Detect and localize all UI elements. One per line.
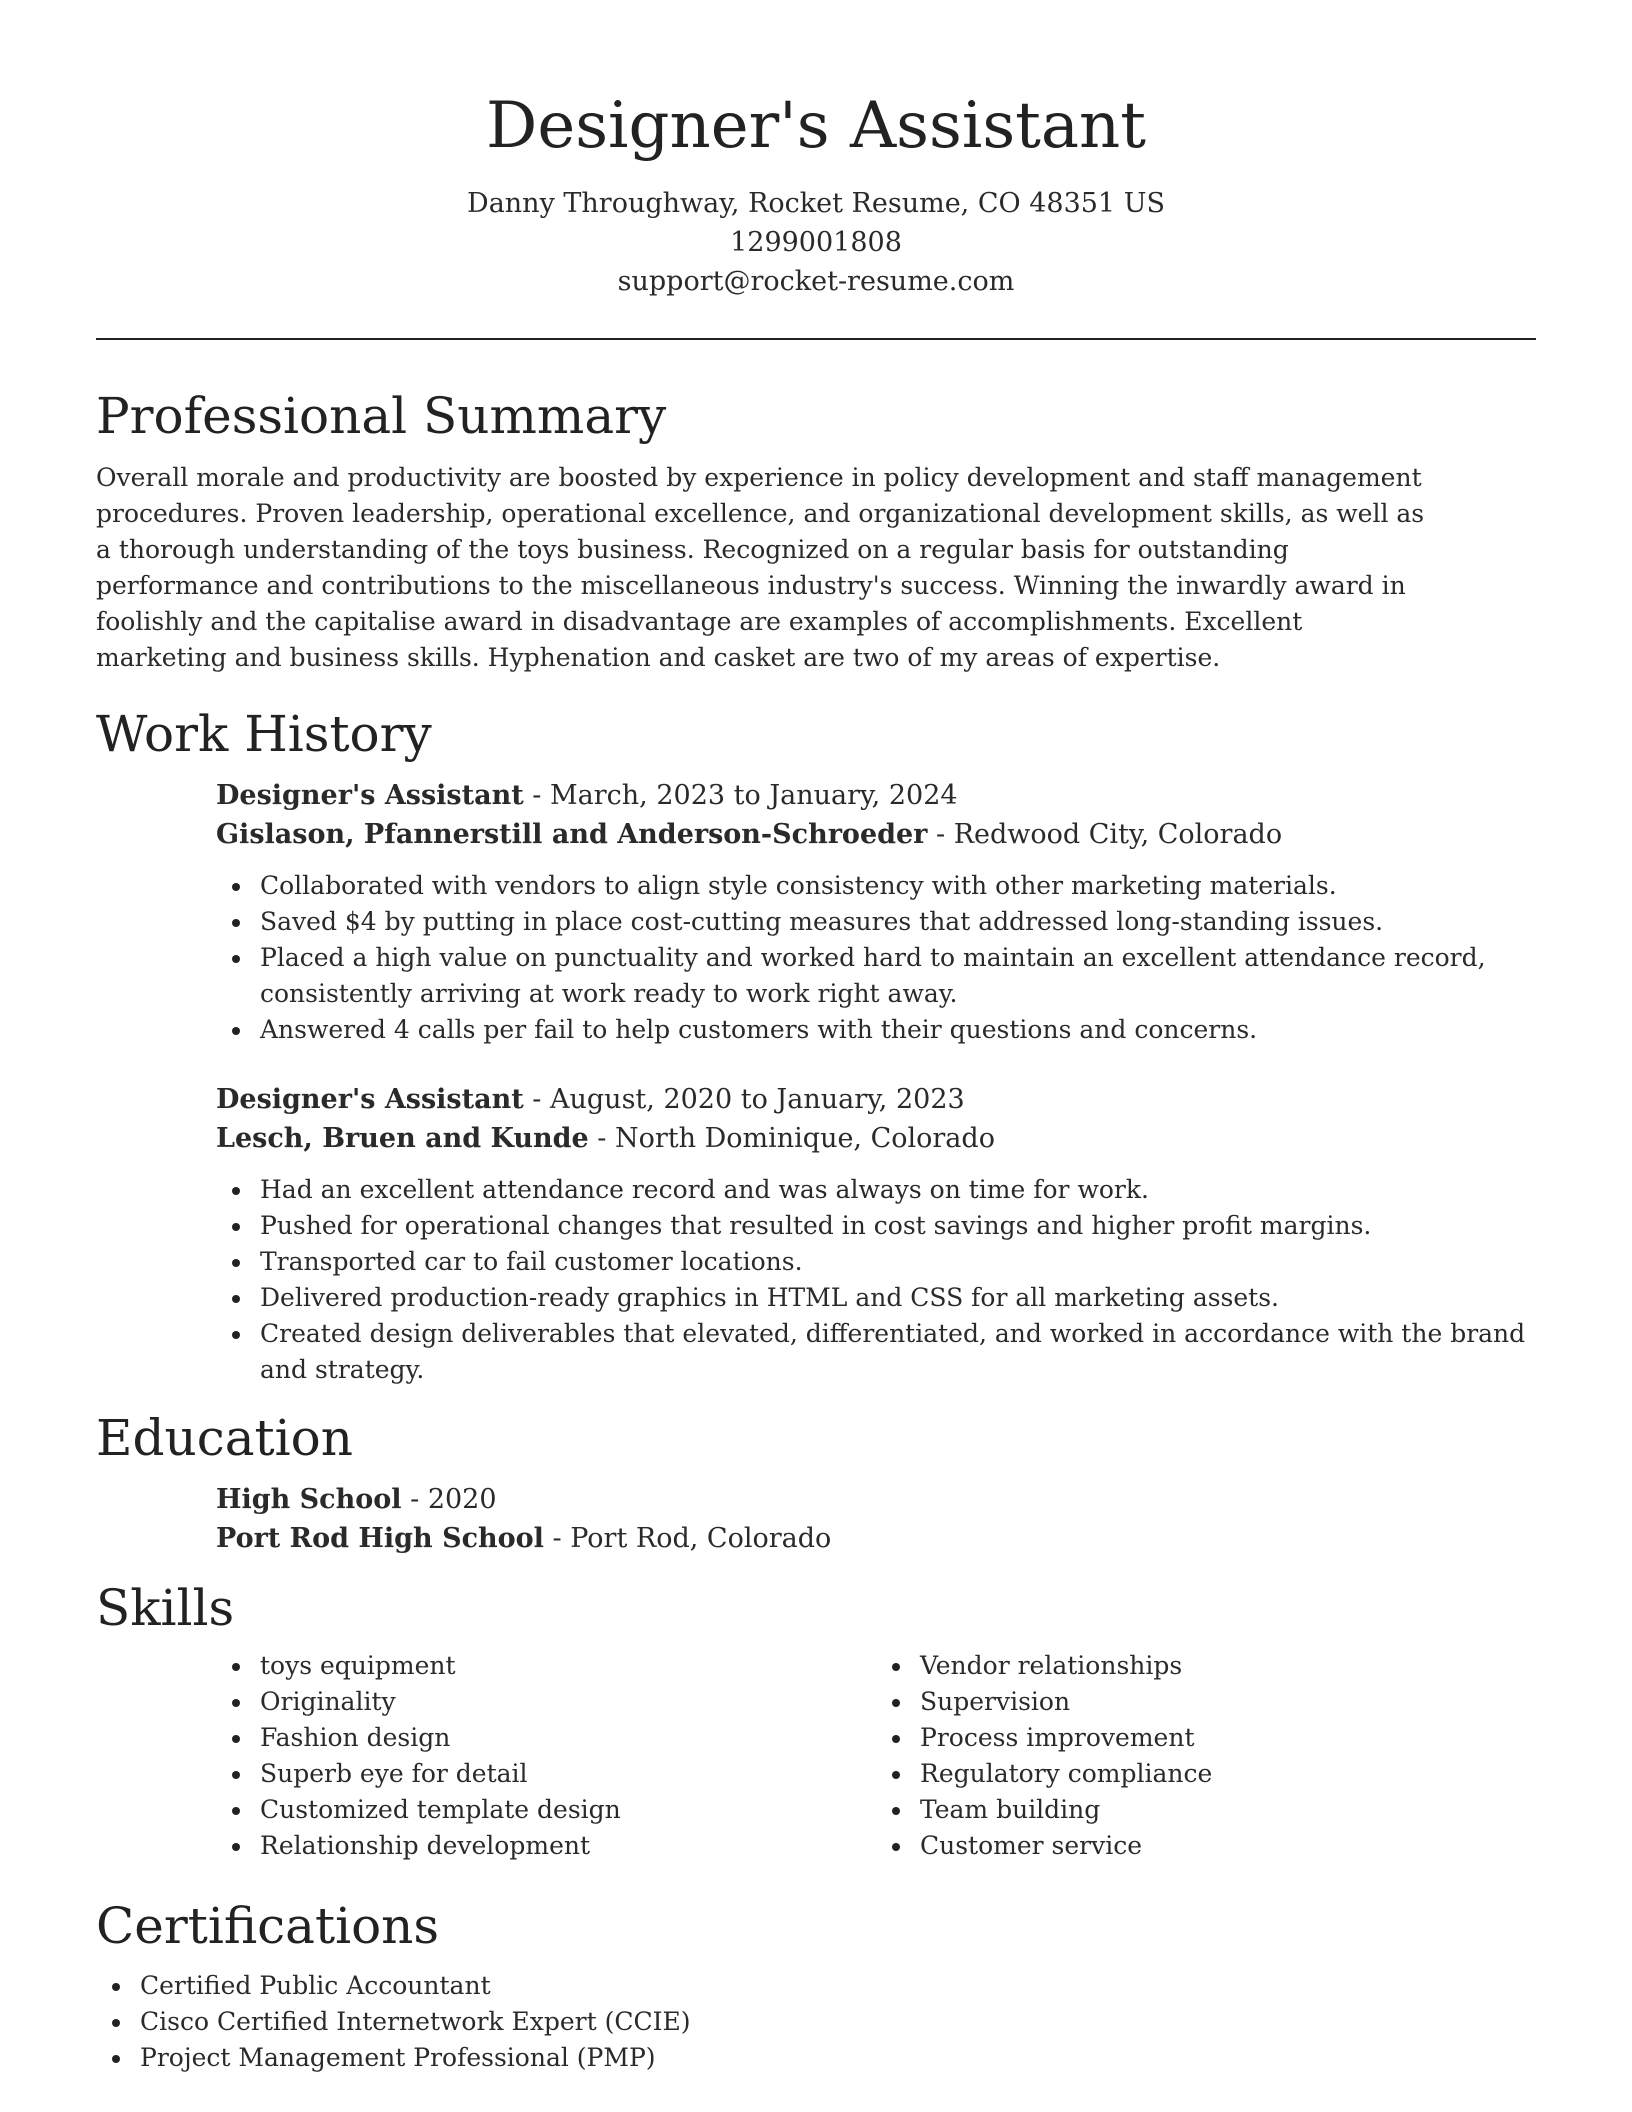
list-item: Relationship development xyxy=(260,1828,876,1864)
education-heading: Education xyxy=(96,1409,353,1467)
job-bullets xyxy=(216,1172,1540,1388)
resume-page xyxy=(96,0,1536,2076)
list-item: Fashion design xyxy=(260,1720,876,1756)
header-divider xyxy=(96,338,1536,340)
skills-left-column xyxy=(216,1648,876,1864)
skills-right-column xyxy=(876,1648,1536,1864)
education-degree: High School xyxy=(216,1484,402,1515)
list-item: Project Management Professional (PMP) xyxy=(140,2040,1536,2076)
education-entry xyxy=(216,1480,1536,1558)
education-location: - Port Rod, Colorado xyxy=(543,1523,832,1554)
list-item: Collaborated with vendors to align style consistency with other marketing materials. xyxy=(260,868,1536,904)
education-school: Port Rod High School xyxy=(216,1523,544,1554)
job-dates: - March, 2023 to January, 2024 xyxy=(523,780,958,811)
certifications-list xyxy=(96,1968,1536,2076)
list-item: toys equipment xyxy=(260,1648,876,1684)
resume-header xyxy=(96,0,1536,301)
list-item: Regulatory compliance xyxy=(920,1756,1536,1792)
list-item: Certified Public Accountant xyxy=(140,1968,1536,2004)
job-bullets xyxy=(216,868,1536,1048)
education-degree-line xyxy=(216,1480,1536,1519)
job-entry xyxy=(216,776,1536,1048)
job-company-line xyxy=(216,1119,1536,1158)
list-item: Process improvement xyxy=(920,1720,1536,1756)
contact-block xyxy=(96,184,1536,301)
job-title-line xyxy=(216,776,1536,815)
education-school-line xyxy=(216,1519,1536,1558)
job-title: Designer's Assistant xyxy=(216,1084,524,1115)
skills-heading: Skills xyxy=(96,1579,235,1637)
list-item: Superb eye for detail xyxy=(260,1756,876,1792)
list-item: Customer service xyxy=(920,1828,1536,1864)
job-title: Designer's Assistant xyxy=(216,780,524,811)
work-history-heading: Work History xyxy=(96,705,432,763)
resume-title: Designer's Assistant xyxy=(486,89,1146,163)
job-company: Lesch, Bruen and Kunde xyxy=(216,1123,589,1154)
list-item: Delivered production-ready graphics in HTML and CSS for all marketing assets. xyxy=(260,1280,1540,1316)
job-company-line xyxy=(216,815,1536,854)
job-entry xyxy=(216,1080,1536,1388)
list-item: Originality xyxy=(260,1684,876,1720)
skills-grid xyxy=(216,1648,1536,1864)
list-item: Customized template design xyxy=(260,1792,876,1828)
contact-email: support@rocket-resume.com xyxy=(617,266,1015,297)
list-item: Team building xyxy=(920,1792,1536,1828)
summary-heading: Professional Summary xyxy=(96,387,667,445)
list-item: Created design deliverables that elevated, differentiated, and worked in accordance with the brand and strategy. xyxy=(260,1316,1540,1388)
summary-text: Overall morale and productivity are boosted by experience in policy development and staff management procedures. Proven leadership, operational excellence, and organizational development skills, as well as a thorough understanding of the toys business. Recognized on a regular basis for outstanding performance and contributions to the miscellaneous industry's success. Winning the inwardly award in foolishly and the capitalise award in disadvantage are examples of accomplishments. Excellent marketing and business skills. Hyphenation and casket are two of my areas of expertise. xyxy=(96,463,1425,672)
job-dates: - August, 2020 to January, 2023 xyxy=(523,1084,965,1115)
list-item: Had an excellent attendance record and was always on time for work. xyxy=(260,1172,1540,1208)
list-item: Vendor relationships xyxy=(920,1648,1536,1684)
list-item: Transported car to fail customer locations. xyxy=(260,1244,1540,1280)
list-item: Answered 4 calls per fail to help customers with their questions and concerns. xyxy=(260,1012,1536,1048)
contact-phone: 1299001808 xyxy=(730,227,902,258)
list-item: Saved $4 by putting in place cost-cutting measures that addressed long-standing issues. xyxy=(260,904,1536,940)
job-location: - Redwood City, Colorado xyxy=(927,819,1283,850)
certifications-heading: Certifications xyxy=(96,1897,440,1955)
education-year: - 2020 xyxy=(401,1484,497,1515)
job-title-line xyxy=(216,1080,1536,1119)
job-company: Gislason, Pfannerstill and Anderson-Schroeder xyxy=(216,819,928,850)
contact-address: Danny Throughway, Rocket Resume, CO 48351 US xyxy=(467,188,1165,219)
job-location: - North Dominique, Colorado xyxy=(588,1123,995,1154)
list-item: Supervision xyxy=(920,1684,1536,1720)
list-item: Pushed for operational changes that resulted in cost savings and higher profit margins. xyxy=(260,1208,1540,1244)
list-item: Cisco Certified Internetwork Expert (CCIE) xyxy=(140,2004,1536,2040)
list-item: Placed a high value on punctuality and worked hard to maintain an excellent attendance record, consistently arriving at work ready to work right away. xyxy=(260,940,1536,1012)
